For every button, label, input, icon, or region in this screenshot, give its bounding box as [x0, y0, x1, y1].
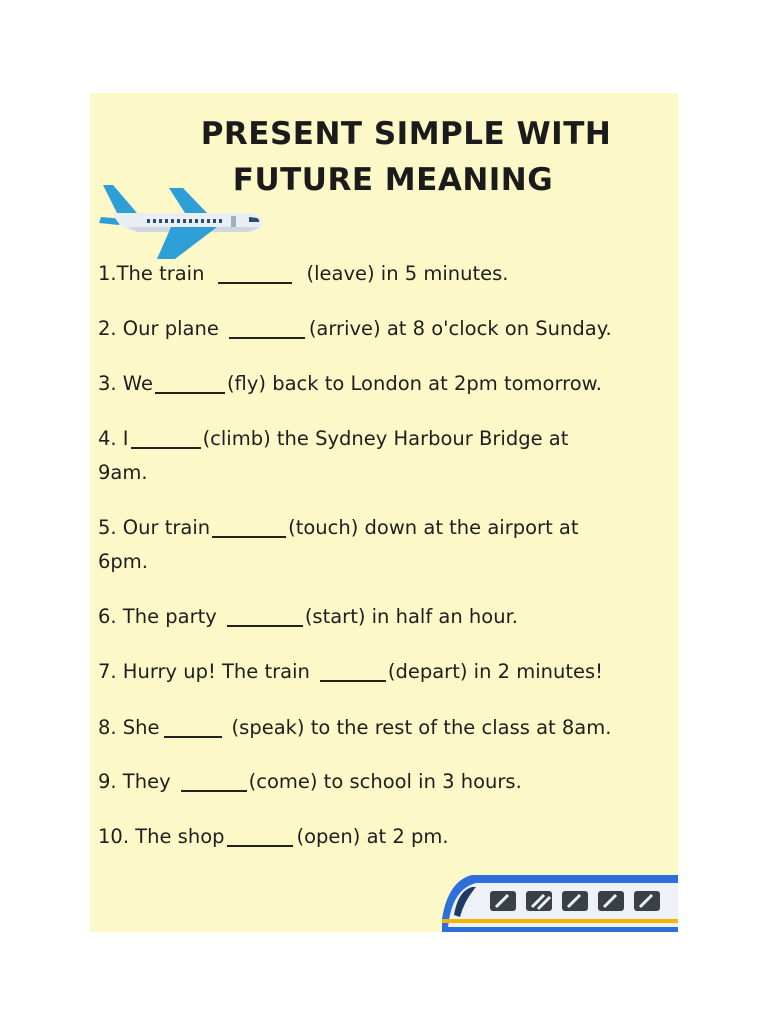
- question-8: [98, 711, 678, 745]
- question-7-verb: (depart) in 2 minutes!: [387, 660, 603, 683]
- question-1-prefix: 1.The train: [98, 262, 205, 285]
- question-4-verb: (climb) the Sydney Harbour Bridge at: [202, 427, 569, 450]
- question-8-verb: (speak) to the rest of the class at 8am.: [231, 716, 612, 739]
- question-3: [98, 367, 678, 401]
- airplane-icon: [97, 183, 265, 261]
- title-line-1: PRESENT SIMPLE WITH: [200, 116, 612, 152]
- answer-blank-9[interactable]: [181, 790, 247, 792]
- question-2-verb: (arrive) at 8 o'clock on Sunday.: [308, 317, 612, 340]
- question-1-verb: (leave) in 5 minutes.: [306, 262, 509, 285]
- question-2-prefix: 2. Our plane: [98, 317, 219, 340]
- answer-blank-2[interactable]: [229, 337, 305, 339]
- answer-blank-5[interactable]: [212, 536, 286, 538]
- question-7: [98, 655, 678, 689]
- question-3-verb: (fly) back to London at 2pm tomorrow.: [226, 372, 603, 395]
- answer-blank-3[interactable]: [155, 392, 225, 394]
- question-10-verb: (open) at 2 pm.: [296, 825, 449, 848]
- question-6-prefix: 6. The party: [98, 605, 217, 628]
- train-icon: [442, 875, 678, 932]
- question-5: [98, 511, 678, 579]
- question-3-prefix: 3. We: [98, 372, 153, 395]
- answer-blank-1[interactable]: [218, 282, 292, 284]
- title-line-2: FUTURE MEANING: [232, 162, 554, 198]
- question-5-continuation: 6pm.: [98, 550, 148, 573]
- question-8-prefix: 8. She: [98, 716, 160, 739]
- question-6-verb: (start) in half an hour.: [304, 605, 518, 628]
- question-1: [98, 257, 678, 291]
- question-10-prefix: 10. The shop: [98, 825, 225, 848]
- question-4-continuation: 9am.: [98, 461, 148, 484]
- question-4-prefix: 4. I: [98, 427, 129, 450]
- question-5-verb: (touch) down at the airport at: [288, 516, 579, 539]
- question-9-prefix: 9. They: [98, 770, 171, 793]
- question-6: [98, 600, 678, 634]
- answer-blank-10[interactable]: [227, 845, 293, 847]
- question-2: [98, 312, 678, 346]
- answer-blank-6[interactable]: [227, 625, 303, 627]
- worksheet: [90, 93, 678, 932]
- question-4: [98, 422, 678, 490]
- question-5-prefix: 5. Our train: [98, 516, 211, 539]
- question-7-prefix: 7. Hurry up! The train: [98, 660, 310, 683]
- answer-blank-7[interactable]: [320, 680, 386, 682]
- question-9-verb: (come) to school in 3 hours.: [248, 770, 522, 793]
- answer-blank-8[interactable]: [164, 736, 222, 738]
- question-9: [98, 765, 678, 799]
- answer-blank-4[interactable]: [131, 447, 201, 449]
- question-10: [98, 820, 678, 854]
